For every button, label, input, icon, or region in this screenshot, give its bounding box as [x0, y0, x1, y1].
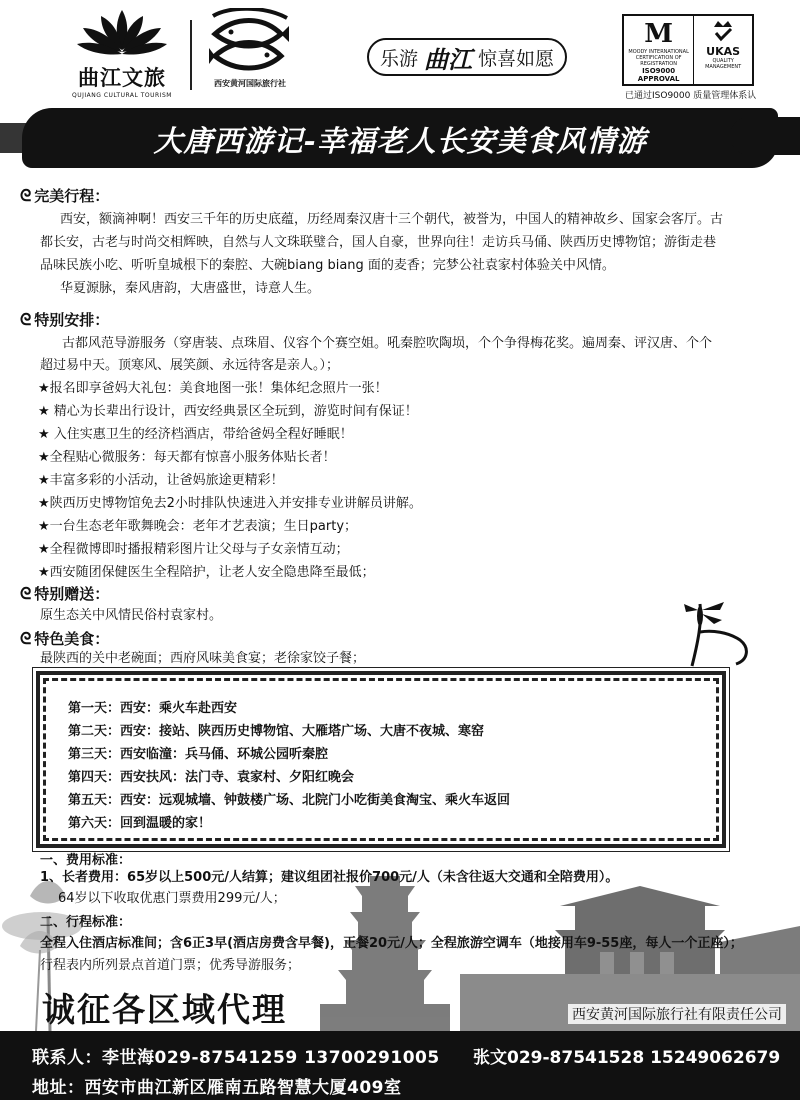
slogan-right: 惊喜如愿 — [478, 47, 555, 70]
ukas-name: UKAS — [706, 45, 741, 58]
fee-heading: 一、费用标准： — [40, 853, 132, 868]
huanghe-logo-sub: 西安黄河国际旅行社 — [214, 79, 286, 88]
swirl-icon: ᘓ — [20, 628, 32, 648]
crown-check-icon — [712, 19, 734, 43]
moody-sub: ISO9000 APPROVAL — [637, 67, 680, 84]
contact-footer — [0, 1031, 800, 1100]
address: 地址：西安市曲江新区雁南五路智慧大厦409室 — [32, 1078, 402, 1098]
special-line: ★陕西历史博物馆免去2小时排队快速进入并安排专业讲解员讲解。 — [38, 496, 422, 511]
slogan-calligraphy: 曲江 — [424, 44, 472, 74]
special-line: ★ 精心为长辈出行设计，西安经典景区全玩到，游览时间有保证！ — [38, 404, 418, 419]
qujiang-logo-name: 曲江文旅 — [78, 66, 166, 90]
moody-line-1: MOODY INTERNATIONAL — [628, 49, 689, 55]
special-line: ★丰富多彩的小活动，让爸妈旅途更精彩！ — [38, 473, 284, 488]
banner-title: 大唐西游记-幸福老人长安美食风情游 — [153, 124, 647, 158]
contact-secondary: 张文029-87541528 15249062679 — [473, 1048, 781, 1068]
itinerary-day: 第二天：西安：接站、陕西历史博物馆、大雁塔广场、大唐不夜城、寒窑 — [68, 724, 485, 739]
dragonfly-icon — [678, 602, 758, 672]
certification-badge — [622, 14, 754, 86]
huanghe-logo — [200, 8, 300, 100]
lotus-icon — [75, 8, 169, 60]
itinerary-list — [68, 697, 510, 835]
trip-standard-heading: 二、行程标准： — [40, 915, 132, 930]
perfect-trip-line: 都长安，古老与时尚交相辉映，自然与人文珠联璧合，国人自豪，世界向往！走访兵马俑、陕西历史博物馆；游街走巷 — [40, 235, 717, 250]
title-banner — [0, 103, 800, 175]
special-line: ★全程贴心微服务：每天都有惊喜小服务体贴长者！ — [38, 450, 336, 465]
special-line: ★西安随团保健医生全程陪护，让老人安全隐患降至最低； — [38, 565, 375, 580]
itinerary-day: 第六天：回到温暖的家！ — [68, 816, 212, 831]
moody-cert — [624, 16, 694, 84]
ukas-sub: QUALITY MANAGEMENT — [705, 58, 742, 71]
trip-standard-line: 行程表内所列景点首道门票；优秀导游服务； — [40, 958, 301, 973]
slogan-left: 乐游 — [379, 47, 418, 70]
perfect-trip-line: 品味民族小吃、听听皇城根下的秦腔、大碗biang biang 面的麦香；完梦公社袁家村体验关中风情。 — [40, 258, 615, 273]
fee-line: 64岁以下收取优惠门票费用299元/人； — [58, 891, 286, 906]
itinerary-day: 第四天：西安扶风：法门寺、袁家村、夕阳红晚会 — [68, 770, 355, 785]
gift-heading: ᘓ 特别赠送： — [20, 583, 110, 603]
page-header — [0, 0, 800, 103]
gift-text: 原生态关中风情民俗村袁家村。 — [40, 608, 223, 623]
fee-line: 1、长者费用：65岁以上500元/人结算；建议组团社报价700元/人（未含往返大交通和全陪费用）。 — [40, 870, 619, 885]
swirl-icon: ᘓ — [20, 583, 32, 603]
itinerary-day: 第五天：西安：远观城墙、钟鼓楼广场、北院门小吃街美食淘宝、乘火车返回 — [68, 793, 511, 808]
itinerary-box — [36, 671, 726, 848]
agent-slogan: 诚征各区域代理 — [42, 990, 287, 1029]
special-line: ★全程微博即时播报精彩图片让父母与子女亲情互动； — [38, 542, 349, 557]
special-heading: ᘓ 特别安排： — [20, 309, 110, 329]
swirl-icon: ᘓ — [20, 185, 32, 205]
swirl-icon: ᘓ — [20, 309, 32, 329]
perfect-trip-line: 西安，额滴神啊！西安三千年的历史底蕴，历经周秦汉唐十三个朝代，被誉为，中国人的精神故乡、国家会客厅。古 — [60, 212, 724, 227]
special-line: ★报名即享爸妈大礼包：美食地图一张！集体纪念照片一张！ — [38, 381, 388, 396]
special-line: 古都风范导游服务（穿唐装、点珠眉、仪容个个赛空姐。吼秦腔吹陶埙，个个争得梅花奖。遍周秦、评汉唐、个个 — [62, 336, 713, 351]
perfect-trip-heading: ᘓ 完美行程： — [20, 185, 110, 205]
moody-line-2: CERTIFICATION OF REGISTRATION — [635, 55, 682, 67]
fish-icon — [209, 8, 291, 76]
qujiang-logo — [62, 8, 182, 100]
contact-primary: 联系人：李世海029-87541259 13700291005 — [32, 1048, 440, 1068]
perfect-trip-line: 华夏源脉，秦风唐韵，大唐盛世，诗意人生。 — [60, 281, 321, 296]
food-text: 最陕西的关中老碗面；西府风味美食宴；老徐家饺子餐； — [40, 651, 366, 666]
special-line: 超过易中天。顶寒风、展笑颜、永远待客是亲人。）； — [40, 358, 340, 373]
qujiang-logo-sub: QUJIANG CULTURAL TOURISM — [72, 92, 172, 99]
moody-mark-icon: M — [644, 19, 674, 49]
itinerary-day: 第一天：西安：乘火车赴西安 — [68, 701, 238, 716]
agency-name: 西安黄河国际旅行社有限责任公司 — [568, 1004, 786, 1024]
ukas-cert — [694, 16, 752, 84]
slogan-badge — [367, 38, 567, 76]
cert-note: 已通过ISO9000 质量管理体系认 — [625, 91, 757, 101]
trip-standard-line: 全程入住酒店标准间；含6正3早(酒店房费含早餐)，正餐20元/人；全程旅游空调车（地接用车9-55座，每人一个正座）； — [40, 936, 743, 951]
special-line: ★一台生态老年歌舞晚会：老年才艺表演；生日party； — [38, 519, 358, 534]
food-heading: ᘓ 特色美食： — [20, 628, 110, 648]
special-line: ★ 入住实惠卫生的经济档酒店，带给爸妈全程好睡眠！ — [38, 427, 353, 442]
itinerary-day: 第三天：西安临潼：兵马俑、环城公园听秦腔 — [68, 747, 329, 762]
header-divider — [190, 20, 192, 90]
